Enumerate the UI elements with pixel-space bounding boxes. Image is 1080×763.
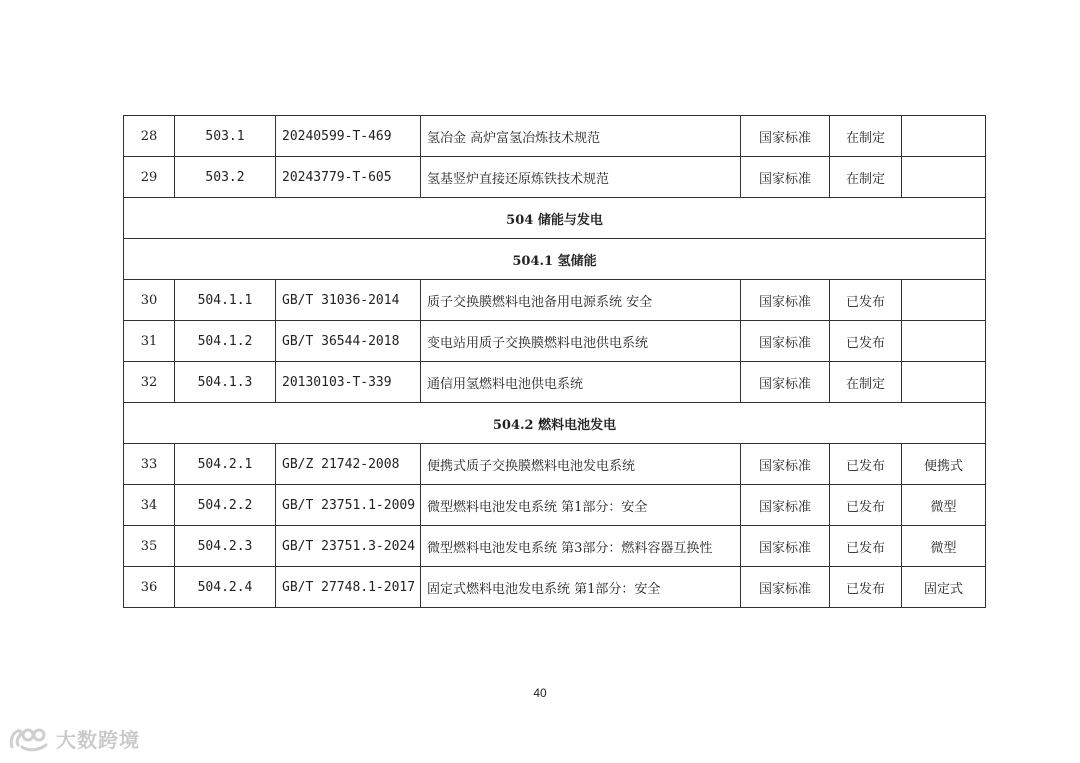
cell-standard-name: 通信用氢燃料电池供电系统 [421,362,741,403]
cell-standard-type: 国家标准 [741,526,830,567]
cell-system-code: 504.1.2 [175,321,276,362]
cell-system-code: 504.1.1 [175,280,276,321]
cell-note [902,157,986,198]
cell-status: 已发布 [830,567,902,608]
cell-note: 固定式 [902,567,986,608]
cell-standard-name: 氢基竖炉直接还原炼铁技术规范 [421,157,741,198]
cell-standard-type: 国家标准 [741,157,830,198]
cell-status: 已发布 [830,444,902,485]
section-header-row [124,198,986,239]
cell-note: 便携式 [902,444,986,485]
cell-standard-number: GB/T 23751.3-2024 [276,526,421,567]
cell-standard-type: 国家标准 [741,444,830,485]
cell-note [902,116,986,157]
watermark-text: 大数跨境 [56,728,140,752]
table-row [124,485,986,526]
table-row [124,116,986,157]
cell-system-code: 504.2.1 [175,444,276,485]
section-header-row [124,403,986,444]
section-title: 504.2 燃料电池发电 [124,403,986,444]
table-row [124,321,986,362]
cell-standard-number: 20243779-T-605 [276,157,421,198]
cell-standard-number: 20130103-T-339 [276,362,421,403]
cell-index: 35 [124,526,175,567]
table-row [124,157,986,198]
cell-standard-type: 国家标准 [741,116,830,157]
section-title: 504 储能与发电 [124,198,986,239]
cell-standard-name: 变电站用质子交换膜燃料电池供电系统 [421,321,741,362]
table-body [124,116,986,608]
cell-system-code: 503.2 [175,157,276,198]
table-row [124,526,986,567]
cell-standard-number: GB/T 36544-2018 [276,321,421,362]
cell-system-code: 504.1.3 [175,362,276,403]
cell-system-code: 504.2.3 [175,526,276,567]
cell-note: 微型 [902,526,986,567]
cell-standard-number: GB/T 23751.1-2009 [276,485,421,526]
cell-note [902,362,986,403]
section-header-row [124,239,986,280]
cell-index: 33 [124,444,175,485]
cell-standard-type: 国家标准 [741,485,830,526]
cell-standard-name: 微型燃料电池发电系统 第1部分：安全 [421,485,741,526]
cell-index: 29 [124,157,175,198]
cell-status: 在制定 [830,362,902,403]
cell-standard-name: 固定式燃料电池发电系统 第1部分：安全 [421,567,741,608]
cell-index: 30 [124,280,175,321]
cell-index: 36 [124,567,175,608]
table-row [124,444,986,485]
cell-status: 已发布 [830,485,902,526]
cell-status: 已发布 [830,280,902,321]
table-row [124,567,986,608]
section-title: 504.1 氢储能 [124,239,986,280]
table-row [124,362,986,403]
watermark [8,724,140,753]
cell-index: 32 [124,362,175,403]
cell-note [902,321,986,362]
cell-standard-type: 国家标准 [741,567,830,608]
cell-status: 已发布 [830,321,902,362]
cell-note [902,280,986,321]
cell-standard-number: GB/Z 21742-2008 [276,444,421,485]
cell-status: 在制定 [830,116,902,157]
cell-standard-name: 微型燃料电池发电系统 第3部分：燃料容器互换性 [421,526,741,567]
cell-note: 微型 [902,485,986,526]
cell-status: 已发布 [830,526,902,567]
cell-index: 34 [124,485,175,526]
table-row [124,280,986,321]
cell-standard-number: GB/T 27748.1-2017 [276,567,421,608]
cell-standard-number: GB/T 31036-2014 [276,280,421,321]
cell-standard-name: 便携式质子交换膜燃料电池发电系统 [421,444,741,485]
cell-system-code: 503.1 [175,116,276,157]
standards-table [123,115,986,608]
cell-standard-type: 国家标准 [741,280,830,321]
cell-standard-name: 质子交换膜燃料电池备用电源系统 安全 [421,280,741,321]
cell-index: 28 [124,116,175,157]
page-number: 40 [533,686,547,700]
cell-standard-type: 国家标准 [741,321,830,362]
cell-system-code: 504.2.2 [175,485,276,526]
cell-standard-type: 国家标准 [741,362,830,403]
cell-index: 31 [124,321,175,362]
cell-status: 在制定 [830,157,902,198]
cell-standard-name: 氢冶金 高炉富氢冶炼技术规范 [421,116,741,157]
cell-system-code: 504.2.4 [175,567,276,608]
cell-standard-number: 20240599-T-469 [276,116,421,157]
brand-logo-icon [8,725,52,753]
